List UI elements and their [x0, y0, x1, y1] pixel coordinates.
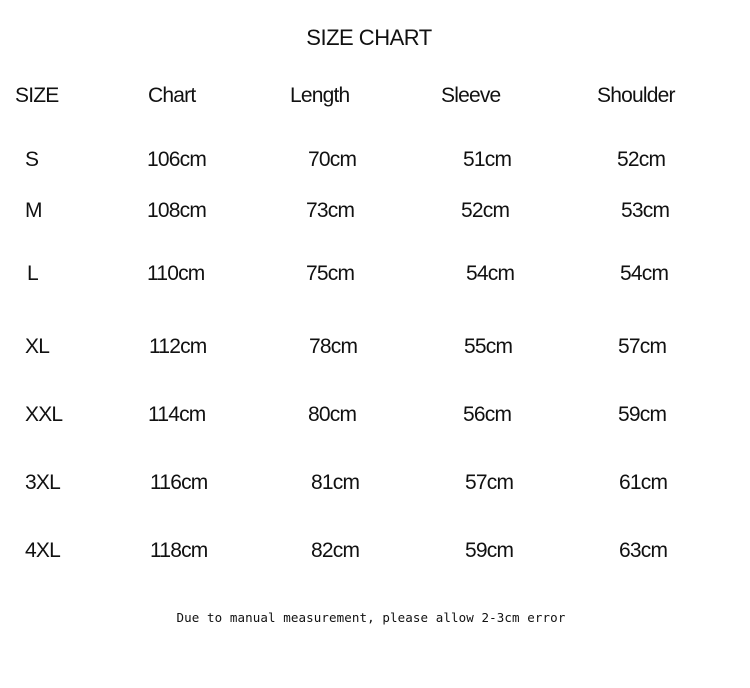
size-cell: S	[25, 148, 39, 171]
shoulder-cell: 57cm	[618, 335, 667, 358]
length-cell: 73cm	[306, 199, 355, 222]
size-cell: XL	[25, 335, 50, 358]
shoulder-cell: 61cm	[619, 471, 668, 494]
measurement-note: Due to manual measurement, please allow 2-3cm error	[176, 610, 566, 625]
chart-cell: 112cm	[149, 335, 207, 358]
chart-cell: 116cm	[150, 471, 208, 494]
sleeve-cell: 55cm	[464, 335, 513, 358]
length-cell: 82cm	[311, 539, 360, 562]
sleeve-cell: 57cm	[465, 471, 514, 494]
chart-cell: 110cm	[147, 262, 205, 285]
size-cell: XXL	[25, 403, 63, 426]
header-length: Length	[290, 84, 350, 107]
sleeve-cell: 51cm	[463, 148, 512, 171]
size-cell: 4XL	[25, 539, 60, 562]
sleeve-cell: 54cm	[466, 262, 515, 285]
shoulder-cell: 54cm	[620, 262, 669, 285]
shoulder-cell: 59cm	[618, 403, 667, 426]
sleeve-cell: 52cm	[461, 199, 510, 222]
header-size: SIZE	[15, 84, 59, 107]
header-chart: Chart	[148, 84, 196, 107]
length-cell: 75cm	[306, 262, 355, 285]
shoulder-cell: 63cm	[619, 539, 668, 562]
size-cell: M	[25, 199, 42, 222]
length-cell: 78cm	[309, 335, 358, 358]
chart-cell: 108cm	[147, 199, 207, 222]
shoulder-cell: 53cm	[621, 199, 670, 222]
size-cell: L	[27, 262, 38, 285]
shoulder-cell: 52cm	[617, 148, 666, 171]
length-cell: 70cm	[308, 148, 357, 171]
sleeve-cell: 56cm	[463, 403, 512, 426]
length-cell: 80cm	[308, 403, 357, 426]
size-cell: 3XL	[25, 471, 60, 494]
chart-cell: 118cm	[150, 539, 208, 562]
page-title: SIZE CHART	[306, 25, 432, 50]
chart-cell: 106cm	[147, 148, 207, 171]
length-cell: 81cm	[311, 471, 360, 494]
header-sleeve: Sleeve	[441, 84, 501, 107]
header-shoulder: Shoulder	[597, 84, 675, 107]
sleeve-cell: 59cm	[465, 539, 514, 562]
chart-cell: 114cm	[148, 403, 206, 426]
